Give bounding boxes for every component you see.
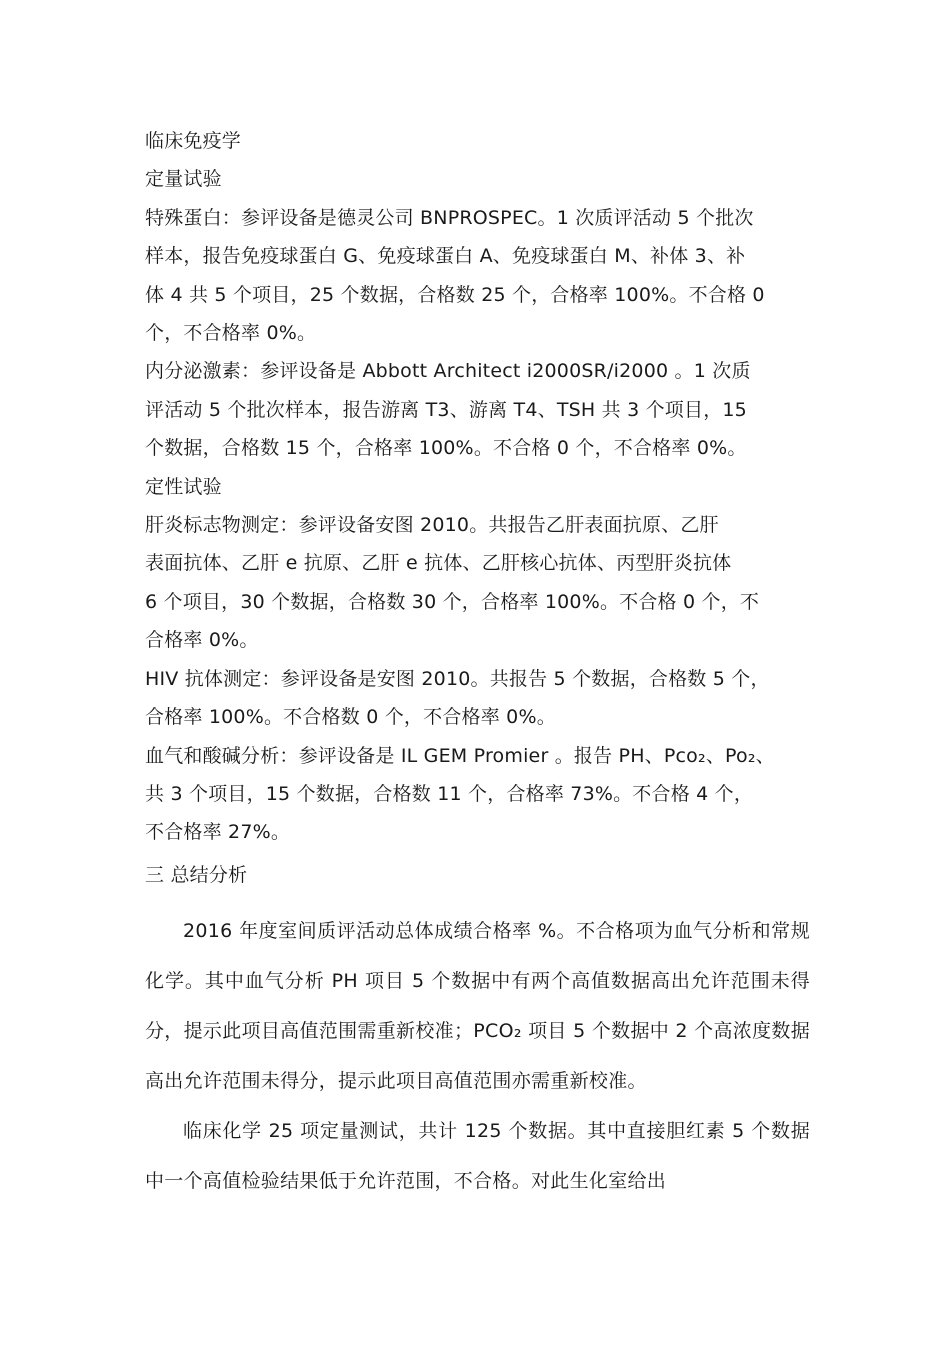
text-line: 共 3 个项目，15 个数据，合格数 11 个，合格率 73%。不合格 4 个，	[145, 782, 754, 805]
text-line: HIV 抗体测定：参评设备是安图 2010。共报告 5 个数据，合格数 5 个，	[145, 667, 770, 690]
summary-paragraph: 临床化学 25 项定量测试，共计 125 个数据。其中直接胆红素 5 个数据中一个高值检验结果低于允许范围，不合格。对此生化室给出	[145, 1120, 810, 1193]
text-line: 血气和酸碱分析：参评设备是 IL GEM Promier 。报告 PH、Pco₂、Po₂、	[145, 744, 775, 767]
text-line: 内分泌激素：参评设备是 Abbott Architect i2000SR/i2000 。1 次质	[145, 360, 751, 383]
subsection-quantitative-tests: 定量试验	[145, 168, 222, 191]
text-line: 特殊蛋白：参评设备是德灵公司 BNPROSPEC。1 次质评活动 5 个批次	[145, 206, 754, 229]
text-line: 不合格率 27%。	[145, 821, 291, 844]
text-line: 肝炎标志物测定：参评设备安图 2010。共报告乙肝表面抗原、乙肝	[145, 514, 719, 537]
text-line: 体 4 共 5 个项目，25 个数据，合格数 25 个，合格率 100%。不合格 0	[145, 283, 765, 306]
text-line: 6 个项目，30 个数据，合格数 30 个，合格率 100%。不合格 0 个，不	[145, 590, 760, 613]
section-title-clinical-immunology: 临床免疫学	[145, 130, 242, 152]
subsection-qualitative-tests: 定性试验	[145, 475, 222, 498]
text-line: 合格率 0%。	[145, 629, 259, 652]
summary-paragraph: 2016 年度室间质评活动总体成绩合格率 %。不合格项为血气分析和常规化学。其中血气分析 PH 项目 5 个数据中有两个高值数据高出允许范围未得分，提示此项目高值范围需重新校准；PCO₂ 项目 5 个数据中 2 个高浓度数据高出允许范围未得分，提示此项目高值范围亦需重新校准。	[145, 920, 810, 1093]
text-line: 样本，报告免疫球蛋白 G、免疫球蛋白 A、免疫球蛋白 M、补体 3、补	[145, 245, 746, 268]
text-line: 个，不合格率 0%。	[145, 322, 317, 345]
text-line: 合格率 100%。不合格数 0 个，不合格率 0%。	[145, 706, 556, 729]
text-line: 个数据，合格数 15 个，合格率 100%。不合格 0 个，不合格率 0%。	[145, 437, 747, 460]
text-line: 表面抗体、乙肝 e 抗原、乙肝 e 抗体、乙肝核心抗体、丙型肝炎抗体	[145, 552, 732, 575]
section-heading-summary: 三 总结分析	[145, 863, 248, 886]
document-body	[145, 122, 810, 1206]
text-line: 评活动 5 个批次样本，报告游离 T3、游离 T4、TSH 共 3 个项目，15	[145, 398, 747, 421]
